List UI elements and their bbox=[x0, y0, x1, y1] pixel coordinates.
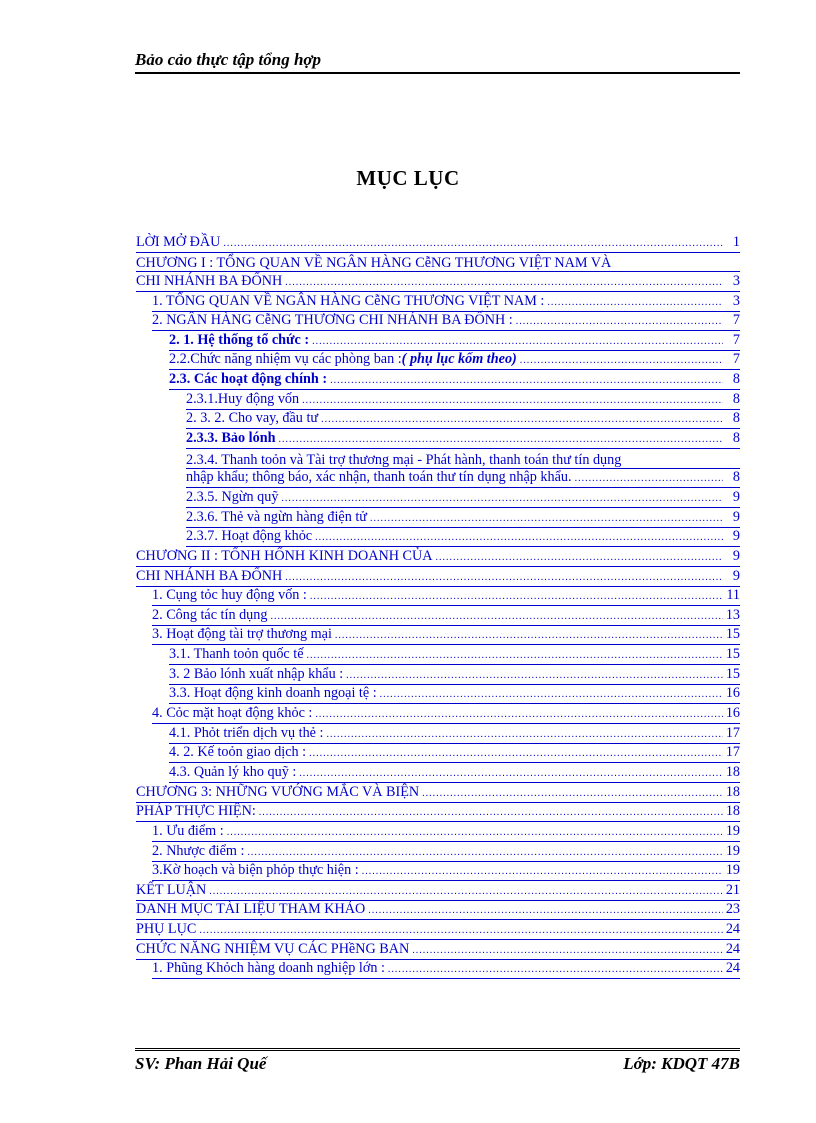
dot-leader bbox=[362, 864, 723, 880]
toc-entry-text[interactable]: 2.3.1.Huy động vốn bbox=[186, 390, 300, 407]
dot-leader bbox=[422, 786, 723, 802]
toc-entry-text[interactable]: 2.3. Các hoạt động chính : bbox=[169, 371, 328, 388]
toc-page-number[interactable]: 7 bbox=[732, 312, 740, 329]
toc-entry-text[interactable]: 2. 3. 2. Cho vay, đầu tư bbox=[186, 410, 319, 427]
toc-entry-text[interactable]: DANH MỤC TÀI LIỆU THAM KHẢO bbox=[136, 901, 366, 918]
toc-entry[interactable] bbox=[136, 530, 740, 550]
toc-entry-text[interactable]: CHƯƠNG II : TỐNH HỐNH KINH DOANH CỦA bbox=[136, 547, 433, 564]
toc-page-number[interactable]: 7 bbox=[732, 351, 740, 368]
dot-leader bbox=[346, 668, 723, 684]
toc-page-number[interactable]: 1 bbox=[732, 233, 740, 250]
toc-entry-text[interactable]: PHÁP THỰC HIỆN: bbox=[136, 803, 256, 820]
toc-page-number[interactable]: 17 bbox=[725, 724, 740, 741]
toc-entry-text[interactable]: 4.1. Phỏt triển dịch vụ thẻ : bbox=[169, 724, 324, 741]
toc-entry-text[interactable]: 2.3.6. Thẻ và ngừn hàng điện tử bbox=[186, 508, 368, 525]
toc-entry[interactable] bbox=[136, 805, 740, 825]
toc-page-number[interactable]: 15 bbox=[725, 646, 740, 663]
toc-page-number[interactable]: 9 bbox=[732, 567, 740, 584]
dot-leader bbox=[309, 746, 723, 762]
dot-leader bbox=[321, 412, 723, 428]
toc-entry[interactable] bbox=[136, 353, 740, 373]
toc-page-number[interactable]: 13 bbox=[725, 606, 740, 623]
dot-leader bbox=[285, 275, 723, 291]
dot-leader bbox=[281, 491, 723, 507]
toc-page-number[interactable]: 16 bbox=[725, 685, 740, 702]
toc-entry-text[interactable]: 3.3. Hoạt động kinh doanh ngoại tệ : bbox=[169, 685, 377, 702]
toc-entry-text[interactable]: 1. Cụng tỏc huy động vốn : bbox=[152, 587, 307, 604]
toc-page-number[interactable]: 19 bbox=[725, 842, 740, 859]
table-of-contents bbox=[136, 235, 740, 981]
toc-page-number[interactable]: 9 bbox=[732, 488, 740, 505]
toc-page-number[interactable]: 18 bbox=[725, 763, 740, 780]
toc-page-number[interactable]: 3 bbox=[732, 272, 740, 289]
dot-leader bbox=[575, 471, 723, 487]
footer-student: SV: Phan Hải Quế bbox=[135, 1054, 267, 1073]
toc-page-number[interactable]: 8 bbox=[732, 390, 740, 407]
toc-entry[interactable] bbox=[136, 844, 740, 864]
toc-entry-text[interactable]: 2.3.5. Ngừn quỹ bbox=[186, 488, 279, 505]
toc-entry[interactable] bbox=[136, 549, 740, 569]
page-header bbox=[135, 48, 740, 74]
toc-entry-text[interactable]: 3.Kờ hoạch và biện phỏp thực hiện : bbox=[152, 862, 359, 879]
toc-entry-text[interactable]: 2.3.4. Thanh toỏn và Tài trợ thương mại - Phát hành, thanh toán thư tín dụng bbox=[186, 451, 622, 468]
dot-leader bbox=[299, 766, 723, 782]
toc-entry[interactable] bbox=[136, 765, 740, 785]
toc-page-number[interactable]: 15 bbox=[725, 626, 740, 643]
dot-leader bbox=[315, 530, 723, 546]
dot-leader bbox=[259, 805, 723, 821]
toc-entry-text[interactable]: 1. Ưu điểm : bbox=[152, 822, 224, 839]
dot-leader bbox=[223, 236, 723, 252]
toc-entry[interactable] bbox=[136, 471, 740, 491]
toc-page-number[interactable]: 3 bbox=[732, 292, 740, 309]
toc-entry[interactable] bbox=[136, 922, 740, 942]
dot-leader bbox=[547, 295, 723, 311]
toc-entry[interactable] bbox=[136, 372, 740, 392]
dot-leader bbox=[330, 373, 723, 389]
toc-entry-text[interactable]: nhập khẩu; thông báo, xác nhận, thanh toán thư tín dụng nhập khẩu. bbox=[186, 469, 572, 486]
dot-leader bbox=[388, 962, 723, 978]
toc-entry[interactable] bbox=[136, 431, 740, 451]
toc-page-number[interactable]: 9 bbox=[732, 508, 740, 525]
toc-entry[interactable] bbox=[136, 490, 740, 510]
dot-leader bbox=[227, 825, 723, 841]
page-title: MỤC LỤC bbox=[356, 166, 460, 190]
toc-entry[interactable] bbox=[136, 510, 740, 530]
dot-leader bbox=[516, 314, 723, 330]
toc-page-number[interactable]: 24 bbox=[725, 921, 740, 938]
toc-page-number[interactable]: 8 bbox=[732, 430, 740, 447]
toc-entry-text[interactable]: CHI NHÁNH BA ĐỐNH bbox=[136, 272, 283, 289]
toc-entry-text[interactable]: 4.3. Quản lý kho quỹ : bbox=[169, 763, 297, 780]
toc-page-number[interactable]: 7 bbox=[732, 331, 740, 348]
dot-leader bbox=[370, 511, 723, 527]
toc-entry-text[interactable]: 2.3.3. Bảo lónh bbox=[186, 430, 276, 447]
toc-entry[interactable] bbox=[136, 255, 740, 275]
toc-page-number[interactable]: 8 bbox=[732, 410, 740, 427]
toc-entry[interactable] bbox=[136, 903, 740, 923]
toc-page-number[interactable]: 18 bbox=[725, 803, 740, 820]
toc-entry-text[interactable]: CHI NHÁNH BA ĐỐNH bbox=[136, 567, 283, 584]
toc-page-number[interactable]: 24 bbox=[725, 940, 740, 957]
toc-entry-text[interactable]: 2. NGÂN HÀNG CễNG THƯƠNG CHI NHÁNH BA ĐỐNH : bbox=[152, 312, 513, 329]
toc-entry[interactable] bbox=[136, 451, 740, 471]
toc-entry-text[interactable]: CHỨC NĂNG NHIỆM VỤ CÁC PHềNG BAN bbox=[136, 940, 410, 957]
toc-entry-text[interactable]: 2.2.Chức năng nhiệm vụ các phòng ban : bbox=[169, 351, 402, 368]
dot-leader bbox=[310, 589, 723, 605]
dot-leader bbox=[199, 923, 723, 939]
toc-entry[interactable] bbox=[136, 235, 740, 255]
toc-entry[interactable] bbox=[136, 746, 740, 766]
toc-entry-text[interactable]: 2. 1. Hệ thống tổ chức : bbox=[169, 331, 310, 348]
dot-leader bbox=[209, 884, 723, 900]
dot-leader bbox=[315, 707, 722, 723]
toc-entry[interactable] bbox=[136, 589, 740, 609]
toc-entry-text[interactable]: LỜI MỞ ĐẦU bbox=[136, 233, 221, 250]
toc-entry[interactable] bbox=[136, 883, 740, 903]
toc-page-number[interactable]: 17 bbox=[725, 744, 740, 761]
dot-leader bbox=[380, 687, 723, 703]
toc-entry-italic-text[interactable]: ( phụ lục kốm theo) bbox=[401, 351, 517, 368]
toc-entry-text[interactable]: CHƯƠNG 3: NHỮNG VƯỚNG MẮC VÀ BIỆN bbox=[136, 783, 420, 800]
toc-entry-text[interactable]: 4. 2. Kế toỏn giao dịch : bbox=[169, 744, 307, 761]
dot-leader bbox=[270, 609, 722, 625]
toc-entry[interactable] bbox=[136, 726, 740, 746]
toc-entry[interactable] bbox=[136, 628, 740, 648]
dot-leader bbox=[247, 845, 722, 861]
toc-page-number[interactable]: 18 bbox=[725, 783, 740, 800]
toc-entry[interactable] bbox=[136, 687, 740, 707]
toc-entry[interactable] bbox=[136, 864, 740, 884]
dot-leader bbox=[307, 648, 723, 664]
toc-page-number[interactable]: 9 bbox=[732, 547, 740, 564]
header-title: Bảo cảo thực tập tổng hợp bbox=[135, 50, 322, 69]
toc-entry[interactable] bbox=[136, 569, 740, 589]
toc-entry[interactable] bbox=[136, 608, 740, 628]
toc-entry-text[interactable]: 3. 2 Bảo lónh xuất nhập khẩu : bbox=[169, 665, 344, 682]
toc-entry[interactable] bbox=[136, 647, 740, 667]
toc-page-number[interactable]: 15 bbox=[725, 665, 740, 682]
toc-page-number[interactable]: 23 bbox=[725, 901, 740, 918]
toc-entry-text[interactable]: 3. Hoạt động tài trợ thương mại bbox=[152, 626, 332, 643]
toc-entry-text[interactable]: CHƯƠNG I : TỔNG QUAN VỀ NGÂN HÀNG CễNG THƯƠNG VIỆT NAM VÀ bbox=[136, 255, 612, 272]
toc-entry-text[interactable]: 2. Nhược điểm : bbox=[152, 842, 245, 859]
toc-entry[interactable] bbox=[136, 294, 740, 314]
dot-leader bbox=[278, 432, 723, 448]
toc-entry-text[interactable]: 2.3.7. Hoạt động khỏc bbox=[186, 528, 313, 545]
dot-leader bbox=[335, 628, 723, 644]
toc-entry[interactable] bbox=[136, 667, 740, 687]
toc-entry-text[interactable]: 3.1. Thanh toỏn quốc tế bbox=[169, 646, 304, 663]
dot-leader bbox=[368, 903, 723, 919]
dot-leader bbox=[520, 353, 723, 369]
toc-entry[interactable] bbox=[136, 314, 740, 334]
footer-class: Lớp: KDQT 47B bbox=[623, 1054, 740, 1073]
toc-entry-text[interactable]: 4. Cỏc mặt hoạt động khỏc : bbox=[152, 705, 313, 722]
toc-entry[interactable] bbox=[136, 412, 740, 432]
dot-leader bbox=[285, 570, 723, 586]
dot-leader bbox=[435, 550, 723, 566]
toc-page-number[interactable]: 24 bbox=[725, 960, 740, 977]
dot-leader bbox=[412, 943, 723, 959]
toc-entry[interactable] bbox=[136, 333, 740, 353]
toc-entry-text[interactable]: 1. TỔNG QUAN VỀ NGÂN HÀNG CễNG THƯƠNG VIỆT NAM : bbox=[152, 292, 545, 309]
toc-entry-text[interactable]: PHỤ LỤC bbox=[136, 921, 197, 938]
toc-page-number[interactable]: 11 bbox=[726, 587, 740, 604]
toc-entry-text[interactable]: KẾT LUẬN bbox=[136, 881, 207, 898]
toc-entry[interactable] bbox=[136, 706, 740, 726]
toc-entry[interactable] bbox=[136, 392, 740, 412]
toc-entry[interactable] bbox=[136, 942, 740, 962]
toc-entry-text[interactable]: 2. Công tác tín dụng bbox=[152, 606, 268, 623]
toc-entry[interactable] bbox=[136, 962, 740, 982]
dot-leader bbox=[312, 334, 723, 350]
toc-page-number[interactable]: 8 bbox=[732, 469, 740, 486]
toc-entry[interactable] bbox=[136, 785, 740, 805]
toc-entry-text[interactable]: 1. Phũng Khỏch hàng doanh nghiệp lớn : bbox=[152, 960, 385, 977]
toc-page-number[interactable]: 8 bbox=[732, 371, 740, 388]
toc-page-number[interactable]: 19 bbox=[725, 862, 740, 879]
toc-entry[interactable] bbox=[136, 274, 740, 294]
dot-leader bbox=[326, 727, 722, 743]
toc-page-number[interactable]: 9 bbox=[732, 528, 740, 545]
page-footer bbox=[135, 1048, 740, 1074]
toc-page-number[interactable]: 21 bbox=[725, 881, 740, 898]
dot-leader bbox=[302, 393, 723, 409]
toc-entry[interactable] bbox=[136, 824, 740, 844]
toc-page-number[interactable]: 19 bbox=[725, 822, 740, 839]
toc-page-number[interactable]: 16 bbox=[725, 705, 740, 722]
